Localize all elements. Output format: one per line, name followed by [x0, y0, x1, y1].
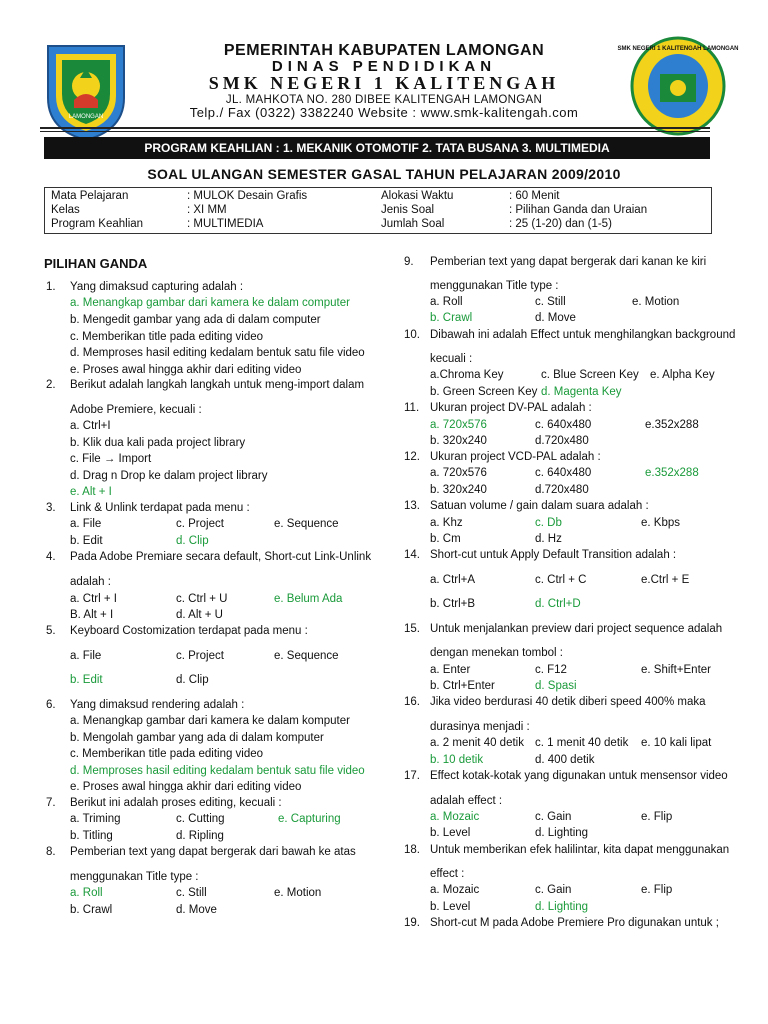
option: c. 640x480 — [535, 467, 592, 479]
question-text: Keyboard Costomization terdapat pada menu : — [70, 625, 308, 637]
option-correct: e.352x288 — [645, 467, 699, 479]
question-text: Short-cut untuk Apply Default Transition adalah : — [430, 549, 677, 561]
question-text: Yang dimaksud rendering adalah : — [70, 699, 245, 711]
info-label: Program Keahlian — [51, 218, 144, 230]
option-correct: a. Mozaic — [430, 811, 480, 823]
question-number: 16. — [404, 696, 420, 708]
exam-title: SOAL ULANGAN SEMESTER GASAL TAHUN PELAJARAN 2009/2010 — [147, 166, 621, 182]
option: e. Sequence — [274, 518, 339, 530]
question-text: Untuk memberikan efek halilintar, kita dapat menggunakan — [430, 844, 730, 856]
option: b. Mengolah gambar yang ada di dalam komputer — [70, 732, 324, 744]
question-number: 4. — [46, 551, 56, 563]
question-text: adalah effect : — [430, 795, 503, 807]
question-number: 17. — [404, 770, 420, 782]
option: b. Cm — [430, 533, 461, 545]
option: d.720x480 — [535, 484, 589, 496]
question-number: 2. — [46, 379, 56, 391]
option: d. 400 detik — [535, 754, 595, 766]
question-number: 13. — [404, 500, 420, 512]
question-text: Ukuran project VCD-PAL adalah : — [430, 451, 601, 463]
info-label: Mata Pelajaran — [51, 190, 129, 202]
option: e. Flip — [641, 884, 673, 896]
question-text: Ukuran project DV-PAL adalah : — [430, 402, 592, 414]
option: a.Chroma Key — [430, 369, 504, 381]
option: d. Alt + U — [176, 609, 223, 621]
option: e. Sequence — [274, 650, 339, 662]
option-correct: c. Db — [535, 517, 562, 529]
option-correct: a. Menangkap gambar dari kamera ke dalam computer — [70, 297, 350, 309]
question-number: 3. — [46, 502, 56, 514]
option: c. Memberikan title pada editing video — [70, 331, 264, 343]
right-logo-text: SMK NEGERI 1 KALITENGAH LAMONGAN — [617, 46, 739, 52]
option: b. Edit — [70, 535, 103, 547]
question-number: 14. — [404, 549, 420, 561]
option: c. Ctrl + C — [535, 574, 587, 586]
question-text: Yang dimaksud capturing adalah : — [70, 281, 244, 293]
question-text: durasinya menjadi : — [430, 721, 530, 733]
question-text: effect : — [430, 868, 465, 880]
option: a. Roll — [430, 296, 463, 308]
option-correct: d. Magenta Key — [541, 386, 622, 398]
option-correct: d. Memproses hasil editing kedalam bentuk satu file video — [70, 765, 365, 777]
option: c. 640x480 — [535, 419, 592, 431]
option: e. Motion — [632, 296, 680, 308]
option: d. Drag n Drop ke dalam project library — [70, 470, 268, 482]
option: a. Ctrl+I — [70, 420, 111, 432]
option: b. Ctrl+B — [430, 598, 476, 610]
question-text: Pemberian text yang dapat bergerak dari kanan ke kiri — [430, 256, 707, 268]
option: a. Mozaic — [430, 884, 480, 896]
question-number: 11. — [404, 402, 420, 414]
option: a. File — [70, 518, 102, 530]
question-number: 12. — [404, 451, 420, 463]
option-correct: d. Lighting — [535, 901, 589, 913]
header-school-name: SMK NEGERI 1 KALITENGAH — [208, 73, 560, 93]
option: b. Crawl — [70, 904, 113, 916]
option: b. Level — [430, 827, 471, 839]
option: c. F12 — [535, 664, 567, 676]
option: a. Khz — [430, 517, 463, 529]
option: c. Ctrl + U — [176, 593, 228, 605]
question-number: 18. — [404, 844, 420, 856]
question-text: Jika video berdurasi 40 detik diberi speed 400% maka — [430, 696, 706, 708]
left-logo-text: LAMONGAN — [68, 114, 104, 120]
option: a. Menangkap gambar dari kamera ke dalam komputer — [70, 715, 350, 727]
option: e.352x288 — [645, 419, 699, 431]
question-text: dengan menekan tombol : — [430, 647, 563, 659]
option: b. Titling — [70, 830, 113, 842]
option: e. Flip — [641, 811, 673, 823]
option: d. Memproses hasil editing kedalam bentuk satu file video — [70, 347, 365, 359]
option: b. Mengedit gambar yang ada di dalam computer — [70, 314, 321, 326]
option-correct: e. Belum Ada — [274, 593, 343, 605]
option: e. Proses awal hingga akhir dari editing video — [70, 781, 302, 793]
question-text: Link & Unlink terdapat pada menu : — [70, 502, 250, 514]
option-correct: a. Roll — [70, 887, 103, 899]
option: d. Clip — [176, 674, 209, 686]
option: c. Gain — [535, 811, 572, 823]
info-label: Alokasi Waktu — [381, 190, 454, 202]
header-department: DINAS PENDIDIKAN — [271, 58, 497, 75]
option: b. Klik dua kali pada project library — [70, 437, 246, 449]
option: d. Hz — [535, 533, 562, 545]
question-number: 5. — [46, 625, 56, 637]
question-number: 6. — [46, 699, 56, 711]
option: d. Ripling — [176, 830, 224, 842]
question-number: 9. — [404, 256, 414, 268]
option: e. Alpha Key — [650, 369, 715, 381]
question-text: Short-cut M pada Adobe Premiere Pro digunakan untuk ; — [430, 917, 719, 929]
question-text: Dibawah ini adalah Effect untuk menghilangkan background — [430, 329, 736, 341]
question-number: 19. — [404, 917, 420, 929]
question-number: 1. — [46, 281, 56, 293]
option: a. 720x576 — [430, 467, 487, 479]
option: e. Motion — [274, 887, 322, 899]
option-correct: d. Clip — [176, 535, 209, 547]
option: d. Move — [176, 904, 217, 916]
header-contact: Telp./ Fax (0322) 3382240 Website : www.smk-kalitengah.com — [189, 105, 579, 120]
option: b. Ctrl+Enter — [430, 680, 495, 692]
option: c. Blue Screen Key — [541, 369, 639, 381]
option-correct: e. Capturing — [278, 813, 341, 825]
option: a. 2 menit 40 detik — [430, 737, 524, 749]
info-value: : MULOK Desain Grafis — [187, 190, 308, 202]
option: c. Cutting — [176, 813, 225, 825]
header-address: JL. MAHKOTA NO. 280 DIBEE KALITENGAH LAMONGAN — [225, 94, 543, 106]
question-text: adalah : — [70, 576, 111, 588]
option: B. Alt + I — [70, 609, 114, 621]
question-number: 7. — [46, 797, 56, 809]
info-label: Jumlah Soal — [381, 218, 445, 230]
info-label: Jenis Soal — [381, 204, 435, 216]
option-correct: d. Ctrl+D — [535, 598, 581, 610]
question-text: Berikut ini adalah proses editing, kecuali : — [70, 797, 282, 809]
option: e. Proses awal hingga akhir dari editing video — [70, 364, 302, 376]
option-correct: b. 10 detik — [430, 754, 484, 766]
section-title: PILIHAN GANDA — [44, 256, 148, 271]
option: c. File → Import — [70, 453, 152, 465]
info-label: Kelas — [51, 204, 80, 216]
option-correct: e. Alt + I — [70, 486, 112, 498]
program-bar: PROGRAM KEAHLIAN : 1. MEKANIK OTOMOTIF 2. TATA BUSANA 3. MULTIMEDIA — [44, 137, 710, 159]
option: e. 10 kali lipat — [641, 737, 712, 749]
question-text: Pemberian text yang dapat bergerak dari bawah ke atas — [70, 846, 356, 858]
option: b. Level — [430, 901, 471, 913]
option: d. Lighting — [535, 827, 589, 839]
option: e.Ctrl + E — [641, 574, 690, 586]
info-value: : Pilihan Ganda dan Uraian — [509, 204, 648, 216]
option: a. Ctrl + I — [70, 593, 117, 605]
question-text: Untuk menjalankan preview dari project sequence adalah — [430, 623, 723, 635]
option: e. Shift+Enter — [641, 664, 711, 676]
question-text: kecuali : — [430, 353, 473, 365]
option: c. 1 menit 40 detik — [535, 737, 629, 749]
info-value: : MULTIMEDIA — [187, 218, 264, 230]
info-value: : XI MM — [187, 204, 227, 216]
question-number: 8. — [46, 846, 56, 858]
option: d.720x480 — [535, 435, 589, 447]
info-value: : 60 Menit — [509, 190, 560, 202]
header-government: PEMERINTAH KABUPATEN LAMONGAN — [223, 42, 545, 59]
question-number: 15. — [404, 623, 420, 635]
option: a. File — [70, 650, 102, 662]
option: d. Move — [535, 312, 576, 324]
option: e. Kbps — [641, 517, 680, 529]
exam-info-box — [44, 187, 712, 234]
option-correct: b. Crawl — [430, 312, 473, 324]
option: c. Gain — [535, 884, 572, 896]
option: c. Still — [535, 296, 566, 308]
option: a. Enter — [430, 664, 471, 676]
option: c. Memberikan title pada editing video — [70, 748, 264, 760]
question-text: Pada Adobe Premiare secara default, Short-cut Link-Unlink — [70, 551, 372, 563]
question-number: 10. — [404, 329, 420, 341]
option: a. Triming — [70, 813, 121, 825]
option: c. Still — [176, 887, 207, 899]
option-correct: b. Edit — [70, 674, 103, 686]
info-value: : 25 (1-20) dan (1-5) — [509, 218, 612, 230]
option-correct: d. Spasi — [535, 680, 577, 692]
question-text: Berikut adalah langkah langkah untuk meng-import dalam — [70, 379, 365, 391]
question-text: Effect kotak-kotak yang digunakan untuk mensensor video — [430, 770, 728, 782]
header-divider — [40, 127, 710, 129]
question-text: menggunakan Title type : — [430, 280, 559, 292]
question-text: Adobe Premiere, kecuali : — [70, 404, 202, 416]
option-correct: a. 720x576 — [430, 419, 487, 431]
option: c. Project — [176, 650, 224, 662]
option: b. 320x240 — [430, 484, 487, 496]
option: b. Green Screen Key — [430, 386, 538, 398]
option: b. 320x240 — [430, 435, 487, 447]
option: a. Ctrl+A — [430, 574, 476, 586]
header-divider-thin — [40, 131, 710, 132]
option: c. Project — [176, 518, 224, 530]
question-text: menggunakan Title type : — [70, 871, 199, 883]
question-text: Satuan volume / gain dalam suara adalah : — [430, 500, 649, 512]
